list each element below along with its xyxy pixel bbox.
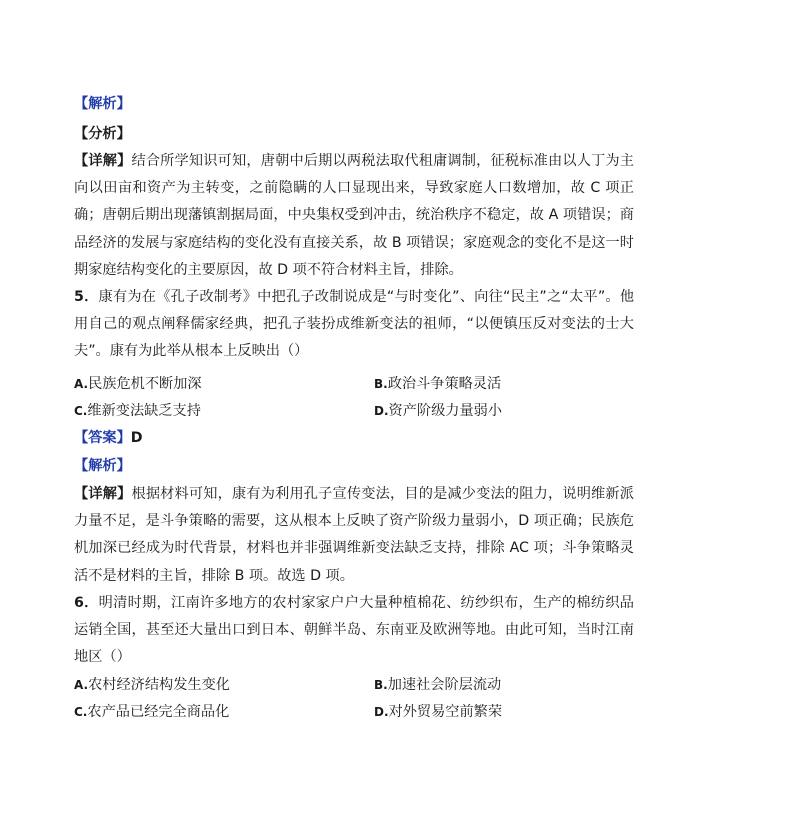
option-text: 加速社会阶层流动 bbox=[387, 677, 502, 693]
q6-option-c bbox=[74, 702, 229, 722]
xiangjie-tag: 【详解】 bbox=[74, 486, 132, 502]
option-letter: C. bbox=[74, 705, 88, 719]
option-letter: B. bbox=[374, 678, 388, 692]
option-letter: A. bbox=[74, 377, 89, 391]
q5-stem: 康有为在《孔子改制考》中把孔子改制说成是“与时变化”、向往“民主”之“太平”。他用自己的观点阐释儒家经典，把孔子装扮成维新变法的祖师，“以便镇压反对变法的士大夫”。康有为此举从根本上反映出（） bbox=[74, 289, 635, 360]
q6-option-b bbox=[374, 675, 501, 695]
q4-xiangjie-paragraph bbox=[74, 148, 634, 284]
q5-answer-line bbox=[74, 428, 143, 448]
option-letter: C. bbox=[74, 404, 88, 418]
q5-xiangjie-text: 根据材料可知，康有为利用孔子宣传变法，目的是减少变法的阻力，说明维新派力量不足，是斗争策略的需要，这从根本上反映了资产阶级力量弱小，D 项正确；民族危机加深已经成为时代背景，材料也并非强调维新变法缺乏支持，排除 AC 项；斗争策略灵活不是材料的主旨，排除 B 项。故选 D 项。 bbox=[74, 486, 634, 584]
q6-stem: 明清时期，江南许多地方的农村家家户户大量种植棉花、纺纱织布，生产的棉纺织品运销全国，甚至还大量出口到日本、朝鲜半岛、东南亚及欧洲等地。由此可知，当时江南地区（） bbox=[74, 595, 634, 666]
q6-stem-paragraph bbox=[74, 590, 634, 672]
q6-number: 6． bbox=[74, 595, 99, 611]
q4-xiangjie-text: 结合所学知识可知，唐朝中后期以两税法取代租庸调制，征税标准由以人丁为主向以田亩和资产为主转变，之前隐瞒的人口显现出来，导致家庭人口数增加，故 C 项正确；唐朝后期出现藩镇割据局面，中央集权受到冲击，统治秩序不稳定，故 A 项错误；商品经济的发展与家庭结构的变化没有直接关系，故 B 项错误；家庭观念的变化不是这一时期家庭结构变化的主要原因，故 D 项不符合材料主旨，排除。 bbox=[74, 153, 634, 278]
q5-jiexi-heading: 【解析】 bbox=[74, 458, 131, 474]
q5-number: 5． bbox=[74, 289, 99, 305]
option-text: 农村经济结构发生变化 bbox=[88, 677, 230, 693]
answer-value: D bbox=[130, 430, 143, 446]
q5-option-c bbox=[74, 401, 201, 421]
option-text: 农产品已经完全商品化 bbox=[87, 704, 230, 720]
q5-option-d bbox=[374, 401, 502, 421]
option-letter: A. bbox=[74, 678, 89, 692]
q6-option-d bbox=[374, 702, 502, 722]
option-text: 资产阶级力量弱小 bbox=[388, 403, 503, 419]
answer-tag: 【答案】 bbox=[74, 430, 131, 446]
option-text: 对外贸易空前繁荣 bbox=[388, 704, 503, 720]
fenxi-heading: 【分析】 bbox=[74, 126, 131, 142]
option-text: 民族危机不断加深 bbox=[88, 376, 202, 392]
jiexi-heading: 【解析】 bbox=[74, 96, 131, 112]
xiangjie-tag: 【详解】 bbox=[74, 153, 132, 169]
option-text: 政治斗争策略灵活 bbox=[387, 376, 502, 392]
q5-option-a bbox=[74, 374, 202, 394]
option-letter: D. bbox=[374, 404, 389, 418]
q5-stem-paragraph bbox=[74, 284, 634, 366]
q5-xiangjie-paragraph bbox=[74, 481, 634, 590]
option-letter: B. bbox=[374, 377, 388, 391]
option-text: 维新变法缺乏支持 bbox=[87, 403, 201, 419]
option-letter: D. bbox=[374, 705, 389, 719]
q6-option-a bbox=[74, 675, 230, 695]
q5-option-b bbox=[374, 374, 501, 394]
